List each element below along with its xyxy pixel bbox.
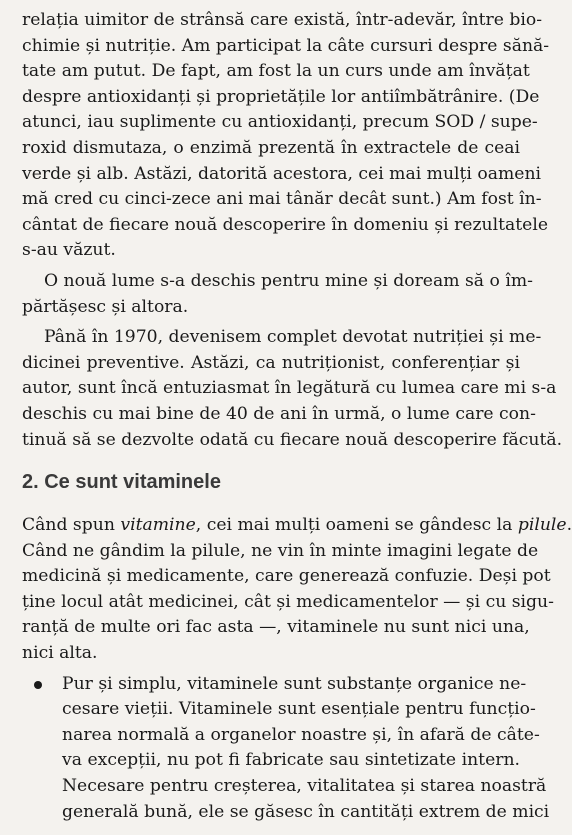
text-line: chimie și nutriție. Am participat la câte cursuri despre sănă-: [22, 35, 550, 56]
text-line: tinuă să se dezvolte odată cu fiecare nouă descoperire făcută.: [22, 429, 563, 450]
text-line: ranță de multe ori fac asta —, vitaminele nu sunt nici una,: [22, 617, 530, 638]
section-heading: 2. Ce sunt vitaminele: [22, 471, 221, 494]
text-line: autor, sunt încă entuziasmat în legătură cu lumea care mi s-a: [22, 378, 557, 399]
text-span: , cei mai mulți oameni se gândesc la: [195, 515, 518, 536]
text-line: verde și alb. Astăzi, datorită acestora, cei mai mulți oameni: [22, 163, 542, 184]
text-line: deschis cu mai bine de 40 de ani în urmă, o lume care con-: [22, 403, 536, 424]
text-line: [22, 513, 572, 539]
text-span: Când spun: [22, 515, 121, 536]
text-line: mă cred cu cinci-zece ani mai tânăr decât sunt.) Am fost în-: [22, 189, 542, 210]
text-line: Pur și simplu, vitaminele sunt substanțe organice ne-: [62, 673, 527, 694]
text-line: generală bună, ele se găsesc în cantități extrem de mici: [62, 801, 550, 822]
text-line: Când ne gândim la pilule, ne vin în minte imagini legate de: [22, 540, 539, 561]
text-line: despre antioxidanți și proprietățile lor antiîmbătrânire. (De: [22, 86, 540, 107]
text-line: cântat de fiecare nouă descoperire în domeniu și rezultatele: [22, 214, 549, 235]
text-line: O nouă lume s-a deschis pentru mine și doream să o îm-: [44, 270, 533, 291]
emphasis-vitamine: vitamine: [120, 515, 196, 536]
paragraph-4: [22, 513, 572, 667]
text-line: relația uimitor de strânsă care există, într-adevăr, între bio-: [22, 10, 543, 30]
text-line: nici alta.: [22, 643, 98, 664]
emphasis-pilule: pilule: [517, 515, 567, 536]
text-line: ține locul atât medicinei, cât și medicamentelor — și cu sigu-: [22, 591, 554, 612]
text-line: Necesare pentru creșterea, vitalitatea și starea noastră: [62, 776, 547, 797]
text-line: cesare vieții. Vitaminele sunt esențiale pentru funcțio-: [62, 699, 536, 720]
text-line: roxid dismutaza, o enzimă prezentă în extractele de ceai: [22, 137, 520, 158]
paragraph-3: [22, 325, 563, 453]
text-line: dicinei preventive. Astăzi, ca nutriționist, conferențiar și: [22, 352, 520, 373]
text-line: medicină și medicamente, care generează confuzie. Deși pot: [22, 566, 551, 587]
paragraph-2: [22, 269, 533, 320]
text-line: Până în 1970, devenisem complet devotat nutriției și me-: [44, 327, 542, 348]
text-line: narea normală a organelor noastre și, în afară de câte-: [62, 724, 540, 745]
text-span: .: [566, 515, 572, 536]
book-page: [22, 8, 572, 825]
text-line: s-au văzut.: [22, 240, 116, 261]
bullet-item: [22, 672, 550, 826]
text-line: părtășesc și altora.: [22, 296, 189, 317]
text-line: tate am putut. De fapt, am fost la un curs unde am învățat: [22, 61, 530, 82]
text-line: va excepții, nu pot fi fabricate sau sintetizate intern.: [62, 750, 520, 771]
bullet-dot-icon: [34, 681, 42, 689]
text-line: atunci, iau suplimente cu antioxidanți, precum SOD / supe-: [22, 112, 538, 133]
paragraph-1: [22, 8, 550, 264]
